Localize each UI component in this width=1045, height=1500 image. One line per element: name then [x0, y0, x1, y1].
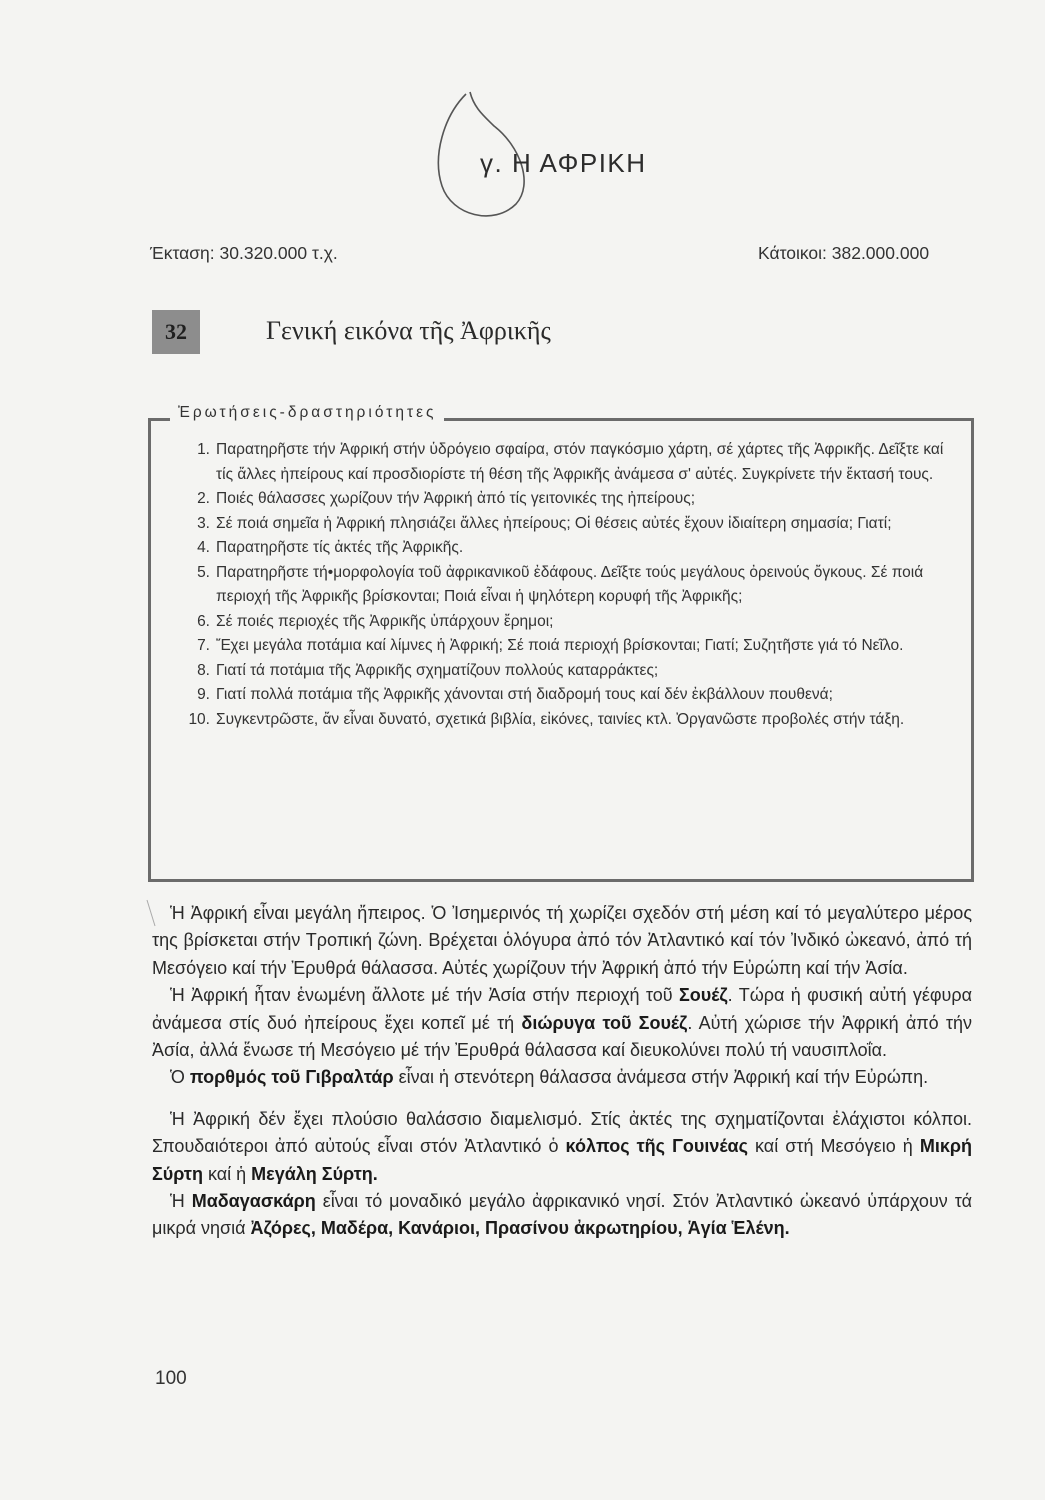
- question-text: Παρατηρῆστε τή•μορφολογία τοῦ ἀφρικανικοῦ ἐδάφους. Δεῖξτε τούς μεγάλους ὀρεινούς ὄγκους. Σέ ποιά περιοχή τῆς Ἀφρικῆς βρίσκονται; Ποιά εἶναι ἡ ψηλότερη κορυφή τῆς Ἀφρικῆς;: [216, 563, 924, 605]
- highlight-greater-syrtis: Μεγάλη Σύρτη.: [251, 1163, 378, 1184]
- question-text: Σέ ποιές περιοχές τῆς Ἀφρικῆς ὑπάρχουν ἔρημοι;: [216, 612, 554, 630]
- text-run: εἶναι τό μοναδικό μεγάλο ἀφρικανικό νησί. Στόν Ἀτλαντικό ὠκεανό ὑπάρχουν τά μικρά νησιά: [152, 1191, 972, 1239]
- question-number: 4.: [197, 539, 210, 556]
- text-run: . Τώρα ἡ φυσική αὐτή γέφυρα ἀνάμεσα στίς δυό ἠπείρους ἔχει κοπεῖ μέ τή: [152, 985, 973, 1033]
- question-number: 9.: [197, 686, 210, 703]
- page-number: 100: [155, 1368, 187, 1389]
- text-run: καί στή Μεσόγειο ἡ: [747, 1136, 920, 1157]
- question-number: 1.: [197, 441, 210, 458]
- chapter-title: γ. Η ΑΦΡΙΚΗ: [480, 148, 647, 178]
- question-text: Σέ ποιά σημεῖα ἡ Ἀφρική πλησιάζει ἄλλες ἠπείρους; Οἱ θέσεις αὐτές ἔχουν ἰδιαίτερη σημασία; Γιατί;: [216, 514, 892, 532]
- question-text: Παρατηρῆστε τίς ἀκτές τῆς Ἀφρικῆς.: [216, 539, 464, 556]
- highlight-islands: Ἀζόρες, Μαδέρα, Κανάριοι, Πρασίνου ἀκρωτηρίου, Ἁγία Ἑλένη.: [250, 1218, 790, 1239]
- question-text: Ἔχει μεγάλα ποτάμια καί λίμνες ἡ Ἀφρική; Σέ ποιά περιοχή βρίσκονται; Γιατί; Συζητῆστε γιά τό Νεῖλο.: [216, 637, 904, 654]
- question-number: 10.: [188, 710, 210, 728]
- highlight-gulf-guinea: κόλπος τῆς Γουινέας: [565, 1136, 748, 1157]
- question-number: 7.: [197, 637, 210, 654]
- questions-label: Ἐρωτήσεις-δραστηριότητες: [170, 404, 444, 422]
- text-run: καί ἡ: [202, 1163, 252, 1184]
- paragraph-suez: [152, 982, 972, 1064]
- question-text: Ποιές θάλασσες χωρίζουν τήν Ἀφρική ἀπό τίς γειτονικές της ἠπείρους;: [216, 490, 696, 507]
- question-item: [170, 708, 960, 733]
- highlight-gibraltar: πορθμός τοῦ Γιβραλτάρ: [189, 1067, 394, 1088]
- question-text: Συγκεντρῶστε, ἄν εἶναι δυνατό, σχετικά βιβλία, εἰκόνες, ταινίες κτλ. Ὀργανῶστε προβολές στήν τάξη.: [216, 710, 905, 728]
- highlight-suez-canal: διώρυγα τοῦ Σουέζ: [521, 1012, 688, 1033]
- question-text: Παρατηρῆστε τήν Ἀφρική στήν ὑδρόγειο σφαίρα, στόν παγκόσμιο χάρτη, σέ χάρτες τῆς Ἀφρικῆς. Δεῖξτε καί τίς ἄλλες ἠπείρους καί προσδιορίστε τή θέση τῆς Ἀφρικῆς ἀνάμεσα σ' αὐτές. Συγκρίνετε τήν ἔκτασή τους.: [216, 441, 944, 483]
- text-run: εἶναι ἡ στενότερη θάλασσα ἀνάμεσα στήν Ἀφρική καί τήν Εὐρώπη.: [393, 1067, 929, 1088]
- question-item: [170, 561, 960, 610]
- paragraph-equator: Ἡ Ἀφρική εἶναι μεγάλη ἤπειρος. Ὁ Ἰσημερινός τή χωρίζει σχεδόν στή μέση καί τό μεγαλύτερο μέρος της βρίσκεται στήν Τροπική ζώνη. Βρέχεται ὁλόγυρα ἀπό τόν Ἀτλαντικό καί τόν Ἰνδικό ὠκεανό, ἀπό τή Μεσόγειο καί τήν Ἐρυθρά θάλασσα. Αὐτές χωρίζουν τήν Ἀφρική ἀπό τήν Εὐρώπη καί τήν Ἀσία.: [152, 903, 972, 978]
- paragraph-coasts: [152, 1106, 972, 1188]
- text-run: . Αὐτή χώρισε τήν Ἀφρική ἀπό τήν Ἀσία, ἀλλά ἕνωσε τή Μεσόγειο μέ τήν Ἐρυθρά θάλασσα καί διευκολύνει πολύ τή ναυσιπλοΐα.: [152, 1012, 973, 1061]
- highlight-madagascar: Μαδαγασκάρη: [191, 1191, 316, 1212]
- question-item: [170, 683, 960, 708]
- question-number: 6.: [197, 612, 210, 630]
- question-item: [170, 536, 960, 561]
- lesson-title: Γενική εικόνα τῆς Ἀφρικῆς: [266, 316, 551, 345]
- question-item: [170, 659, 960, 684]
- text-run: Ἡ: [170, 1191, 192, 1212]
- body-text: [152, 900, 972, 1243]
- area-stat: Έκταση: 30.320.000 τ.χ.: [150, 243, 338, 263]
- highlight-suez: Σουέζ: [678, 985, 728, 1006]
- text-run: Ἡ Ἀφρική ἦταν ἑνωμένη ἄλλοτε μέ τήν Ἀσία στήν περιοχή τοῦ: [170, 985, 679, 1006]
- paragraph-gibraltar: [152, 1064, 972, 1091]
- questions-list: [170, 438, 960, 732]
- question-text: Γιατί τά ποτάμια τῆς Ἀφρικῆς σχηματίζουν πολλούς καταρράκτες;: [216, 661, 659, 679]
- text-run: Ἡ Ἀφρική δέν ἔχει πλούσιο θαλάσσιο διαμελισμό. Στίς ἀκτές της σχηματίζονται ἐλάχιστοι κόλποι. Σπουδαιότεροι ἀπό αὐτούς εἶναι στόν Ἀτλαντικό ὁ: [152, 1108, 972, 1157]
- question-item: [170, 438, 960, 487]
- question-number: 5.: [197, 563, 210, 581]
- question-number: 8.: [197, 661, 210, 679]
- paragraph-islands: [152, 1188, 972, 1243]
- question-text: Γιατί πολλά ποτάμια τῆς Ἀφρικῆς χάνονται στή διαδρομή τους καί δέν ἐκβάλλουν πουθενά;: [216, 686, 833, 703]
- highlight-lesser-syrtis: Μικρή Σύρτη: [152, 1136, 972, 1184]
- question-item: [170, 634, 960, 659]
- lesson-number-badge: 32: [152, 310, 200, 354]
- population-stat: Κάτοικοι: 382.000.000: [758, 243, 930, 263]
- question-number: 2.: [197, 490, 210, 507]
- question-item: [170, 512, 960, 537]
- question-number: 3.: [197, 514, 210, 532]
- question-item: [170, 487, 960, 512]
- question-item: [170, 610, 960, 635]
- text-run: Ὁ: [170, 1067, 190, 1088]
